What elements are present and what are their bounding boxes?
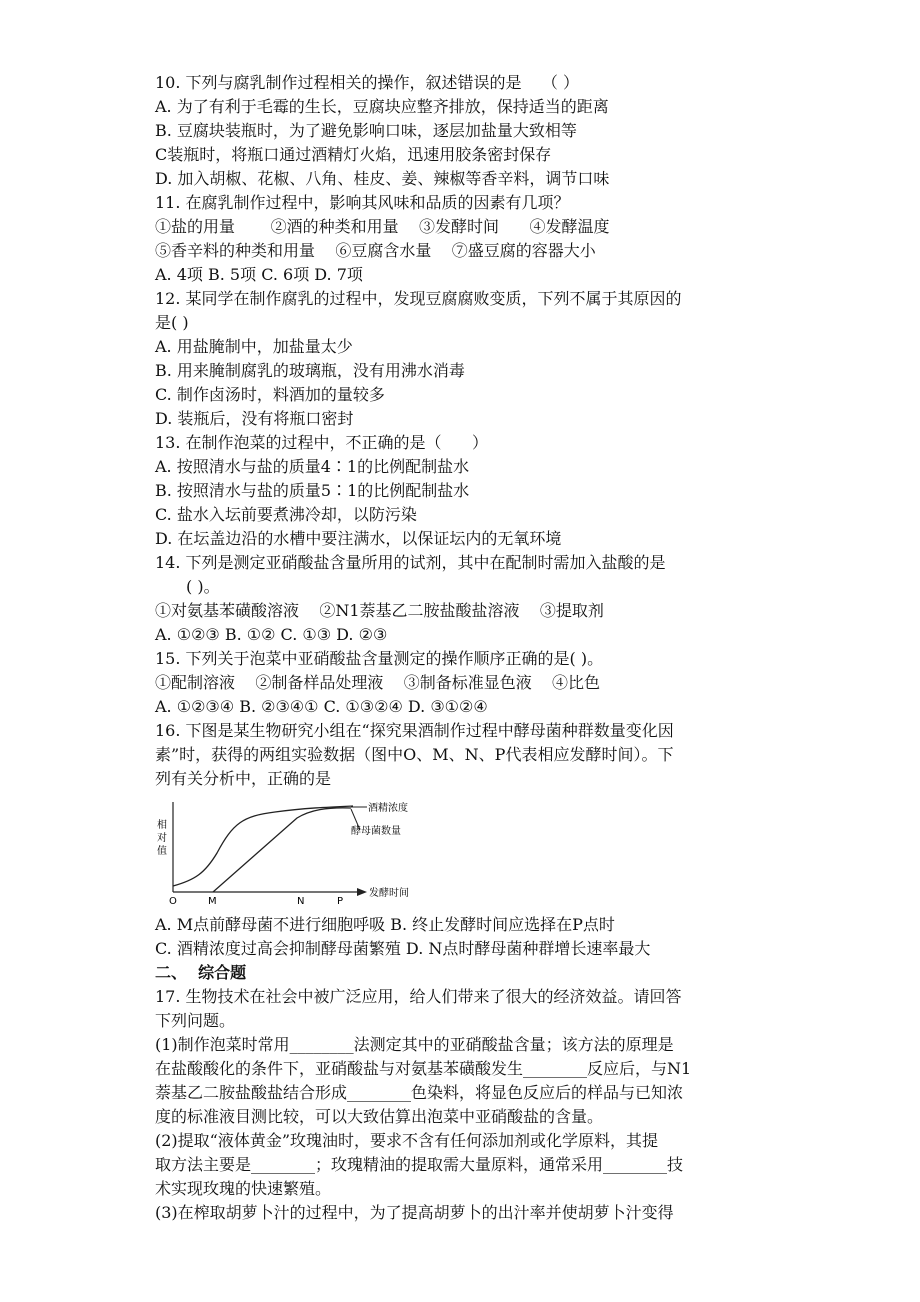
q16-options-line-2: C. 酒精浓度过高会抑制酵母菌繁殖 D. N点时酵母菌种群增长速率最大 — [155, 939, 651, 958]
x-axis-arrow — [357, 888, 367, 896]
q13-option-d: D. 在坛盖边沿的水槽中要注满水，以保证坛内的无氧环境 — [155, 529, 562, 548]
yeast-curve — [213, 808, 351, 892]
q14-options: A. ①②③ B. ①② C. ①③ D. ②③ — [155, 625, 388, 644]
section-heading: 二、 综合题 — [155, 963, 247, 982]
y-label-char-2: 对 — [157, 833, 167, 844]
y-label-char-3: 值 — [157, 846, 167, 857]
q17-part-1-line-2: 在盐酸酸化的条件下，亚硝酸盐与对氨基苯磺酸发生________反应后，与N1 — [155, 1059, 692, 1078]
q13-option-c: C. 盐水入坛前要煮沸冷却，以防污染 — [155, 505, 417, 524]
q17-part-2-line-1: (2)提取“液体黄金”玫瑰油时，要求不含有任何添加剂或化学原料，其提 — [155, 1131, 659, 1150]
point-p-label: P — [337, 896, 344, 907]
q17-part-2-line-3: 术实现玫瑰的快速繁殖。 — [155, 1179, 332, 1198]
q12-option-a: A. 用盐腌制中，加盐量太少 — [155, 337, 353, 356]
question-17-stem-cont: 下列问题。 — [155, 1011, 236, 1030]
legend-yeast: 酵母菌数量 — [351, 826, 401, 837]
point-m-label: M — [208, 896, 217, 907]
question-14-stem-cont: ( )。 — [186, 577, 220, 596]
q10-option-c: C装瓶时，将瓶口通过酒精灯火焰，迅速用胶条密封保存 — [155, 145, 552, 164]
question-14-stem: 14. 下列是测定亚硝酸盐含量所用的试剂，其中在配制时需加入盐酸的是 — [155, 553, 666, 572]
q17-part-2-line-2: 取方法主要是________；玫瑰精油的提取需大量原料，通常采用________技 — [155, 1155, 684, 1174]
point-o-label: O — [169, 896, 177, 907]
question-17-stem: 17. 生物技术在社会中被广泛应用，给人们带来了很大的经济效益。请回答 — [155, 987, 682, 1006]
question-16-stem: 16. 下图是某生物研究小组在“探究果酒制作过程中酵母菌种群数量变化因 — [155, 721, 674, 740]
q17-part-1-line-4: 度的标准液目测比较，可以大致估算出泡菜中亚硝酸盐的含量。 — [155, 1107, 604, 1126]
q10-option-b: B. 豆腐块装瓶时，为了避免影响口味，逐层加盐量大致相等 — [155, 121, 577, 140]
q14-reagents: ①对氨基苯磺酸溶液 ②N1萘基乙二胺盐酸盐溶液 ③提取剂 — [155, 601, 604, 620]
fermentation-figure — [155, 798, 435, 910]
question-13-stem: 13. 在制作泡菜的过程中，不正确的是（ ） — [155, 433, 489, 452]
x-axis-label: 发酵时间 — [369, 888, 409, 899]
q13-option-a: A. 按照清水与盐的质量4∶1的比例配制盐水 — [155, 457, 470, 476]
question-10-stem: 10. 下列与腐乳制作过程相关的操作，叙述错误的是 （ ） — [155, 73, 579, 92]
question-16-stem-3: 列有关分析中，正确的是 — [155, 769, 332, 788]
q15-options: A. ①②③④ B. ②③④① C. ①③②④ D. ③①②④ — [155, 697, 488, 716]
q12-option-b: B. 用来腌制腐乳的玻璃瓶，没有用沸水消毒 — [155, 361, 465, 380]
q12-option-d: D. 装瓶后，没有将瓶口密封 — [155, 409, 354, 428]
y-label-char-1: 相 — [157, 820, 167, 831]
q10-option-a: A. 为了有利于毛霉的生长，豆腐块应整齐排放，保持适当的距离 — [155, 97, 609, 116]
q17-part-3-line-1: (3)在榨取胡萝卜汁的过程中，为了提高胡萝卜的出汁率并使胡萝卜汁变得 — [155, 1203, 674, 1222]
legend-alcohol: 酒精浓度 — [368, 803, 408, 814]
q12-option-c: C. 制作卤汤时，料酒加的量较多 — [155, 385, 385, 404]
question-12-stem: 12. 某同学在制作腐乳的过程中，发现豆腐腐败变质，下列不属于其原因的 — [155, 289, 682, 308]
question-11-stem: 11. 在腐乳制作过程中，影响其风味和品质的因素有几项？ — [155, 193, 570, 212]
question-15-stem: 15. 下列关于泡菜中亚硝酸盐含量测定的操作顺序正确的是( )。 — [155, 649, 604, 668]
alcohol-curve — [173, 806, 353, 886]
q17-part-1-line-3: 萘基乙二胺盐酸盐结合形成________色染料，将显色反应后的样品与已知浓 — [155, 1083, 684, 1102]
q11-factors-line-1: ①盐的用量 ②酒的种类和用量 ③发酵时间 ④发酵温度 — [155, 217, 610, 236]
question-12-stem-cont: 是( ) — [155, 313, 189, 332]
q10-option-d: D. 加入胡椒、花椒、八角、桂皮、姜、辣椒等香辛料，调节口味 — [155, 169, 610, 188]
q17-part-1-line-1: (1)制作泡菜时常用________法测定其中的亚硝酸盐含量；该方法的原理是 — [155, 1035, 674, 1054]
point-n-label: N — [297, 896, 305, 907]
q15-steps: ①配制溶液 ②制备样品处理液 ③制备标准显色液 ④比色 — [155, 673, 601, 692]
question-16-stem-2: 素”时，获得的两组实验数据（图中O、M、N、P代表相应发酵时间）。下 — [155, 745, 674, 764]
q11-options: A. 4项 B. 5项 C. 6项 D. 7项 — [155, 265, 363, 284]
q13-option-b: B. 按照清水与盐的质量5∶1的比例配制盐水 — [155, 481, 470, 500]
q16-options-line-1: A. M点前酵母菌不进行细胞呼吸 B. 终止发酵时间应选择在P点时 — [155, 915, 615, 934]
q11-factors-line-2: ⑤香辛料的种类和用量 ⑥豆腐含水量 ⑦盛豆腐的容器大小 — [155, 241, 596, 260]
